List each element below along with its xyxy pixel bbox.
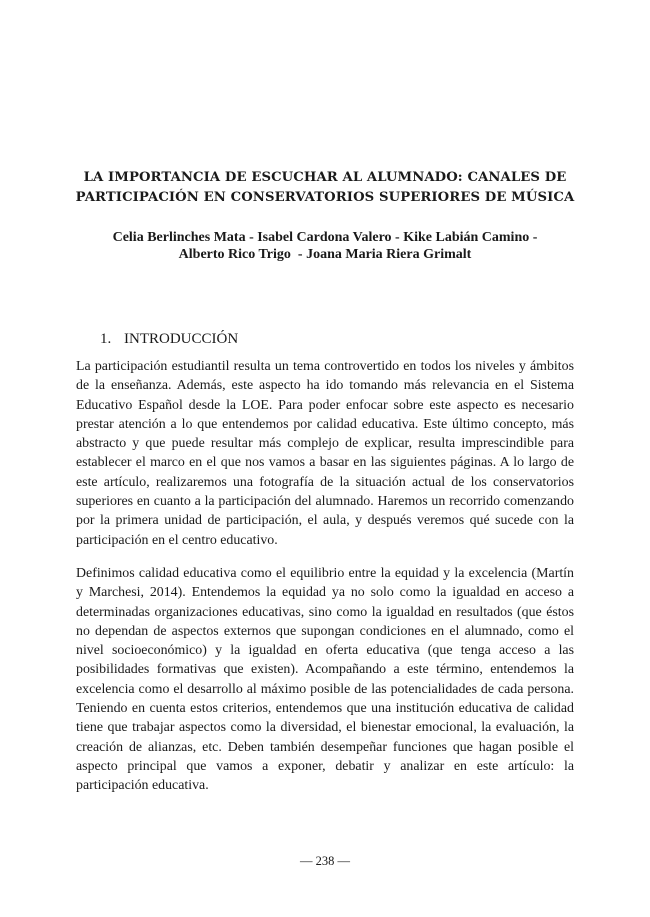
section-title: INTRODUCCIÓN [124,331,239,347]
author-list-line-1: Celia Berlinches Mata - Isabel Cardona Valero - Kike Labián Camino - [112,230,538,245]
page-number: — 238 — [300,854,350,868]
paper-title-line-1: LA IMPORTANCIA DE ESCUCHAR AL ALUMNADO: CANALES DE [83,170,567,185]
section-number: 1. [100,331,112,347]
paper-title [60,168,590,208]
body-paragraph-1: La participación estudiantil resulta un tema controvertido en todos los niveles y ámbitos de la enseñanza. Además, este aspecto ha ido tomando más relevancia en el Sistema Educativo Español desde la LOE. Para poder enfocar sobre este aspecto es necesario prestar atención a lo que entendemos por calidad educativa. Este último concepto, más abstracto y que puede resultar más complejo de explicar, resulta imprescindible para establecer el marco en el que nos vamos a basar en las siguientes páginas. A lo largo de este artículo, realizaremos una fotografía de la situación actual de los conservatorios superiores en cuanto a la participación del alumnado. Haremos un recorrido comenzando por la primera unidad de participación, el aula, y después veremos qué sucede con la participación en el centro educativo. [76,359,574,548]
author-list-line-2: Alberto Rico Trigo - Joana Maria Riera Grimalt [178,247,472,262]
author-list [60,229,590,263]
paper-title-line-2: PARTICIPACIÓN EN CONSERVATORIOS SUPERIORES DE MÚSICA [75,190,575,205]
section-heading [100,330,238,348]
body-paragraph-2: Definimos calidad educativa como el equilibrio entre la equidad y la excelencia (Martín y Marchesi, 2014). Entendemos la equidad ya no solo como la igualdad en acceso a determinadas organizaciones educativas, sino como la igualdad en resultados (que éstos no dependan de aspectos externos que supongan condiciones en el alumnado, como el nivel socioeconómico) y la igualdad en oferta educativa (que tenga acceso a las posibilidades formativas que existen). Acompañando a este término, entendemos la excelencia como el desarrollo al máximo posible de las potencialidades de cada persona. Teniendo en cuenta estos criterios, entendemos que una institución educativa de calidad tiene que trabajar aspectos como la diversidad, el bienestar emocional, la evaluación, la creación de alianzas, etc. Deben también desempeñar funciones que hagan posible el aspecto principal que vamos a exponer, debatir y analizar en este artículo: la participación educativa. [76,566,574,794]
